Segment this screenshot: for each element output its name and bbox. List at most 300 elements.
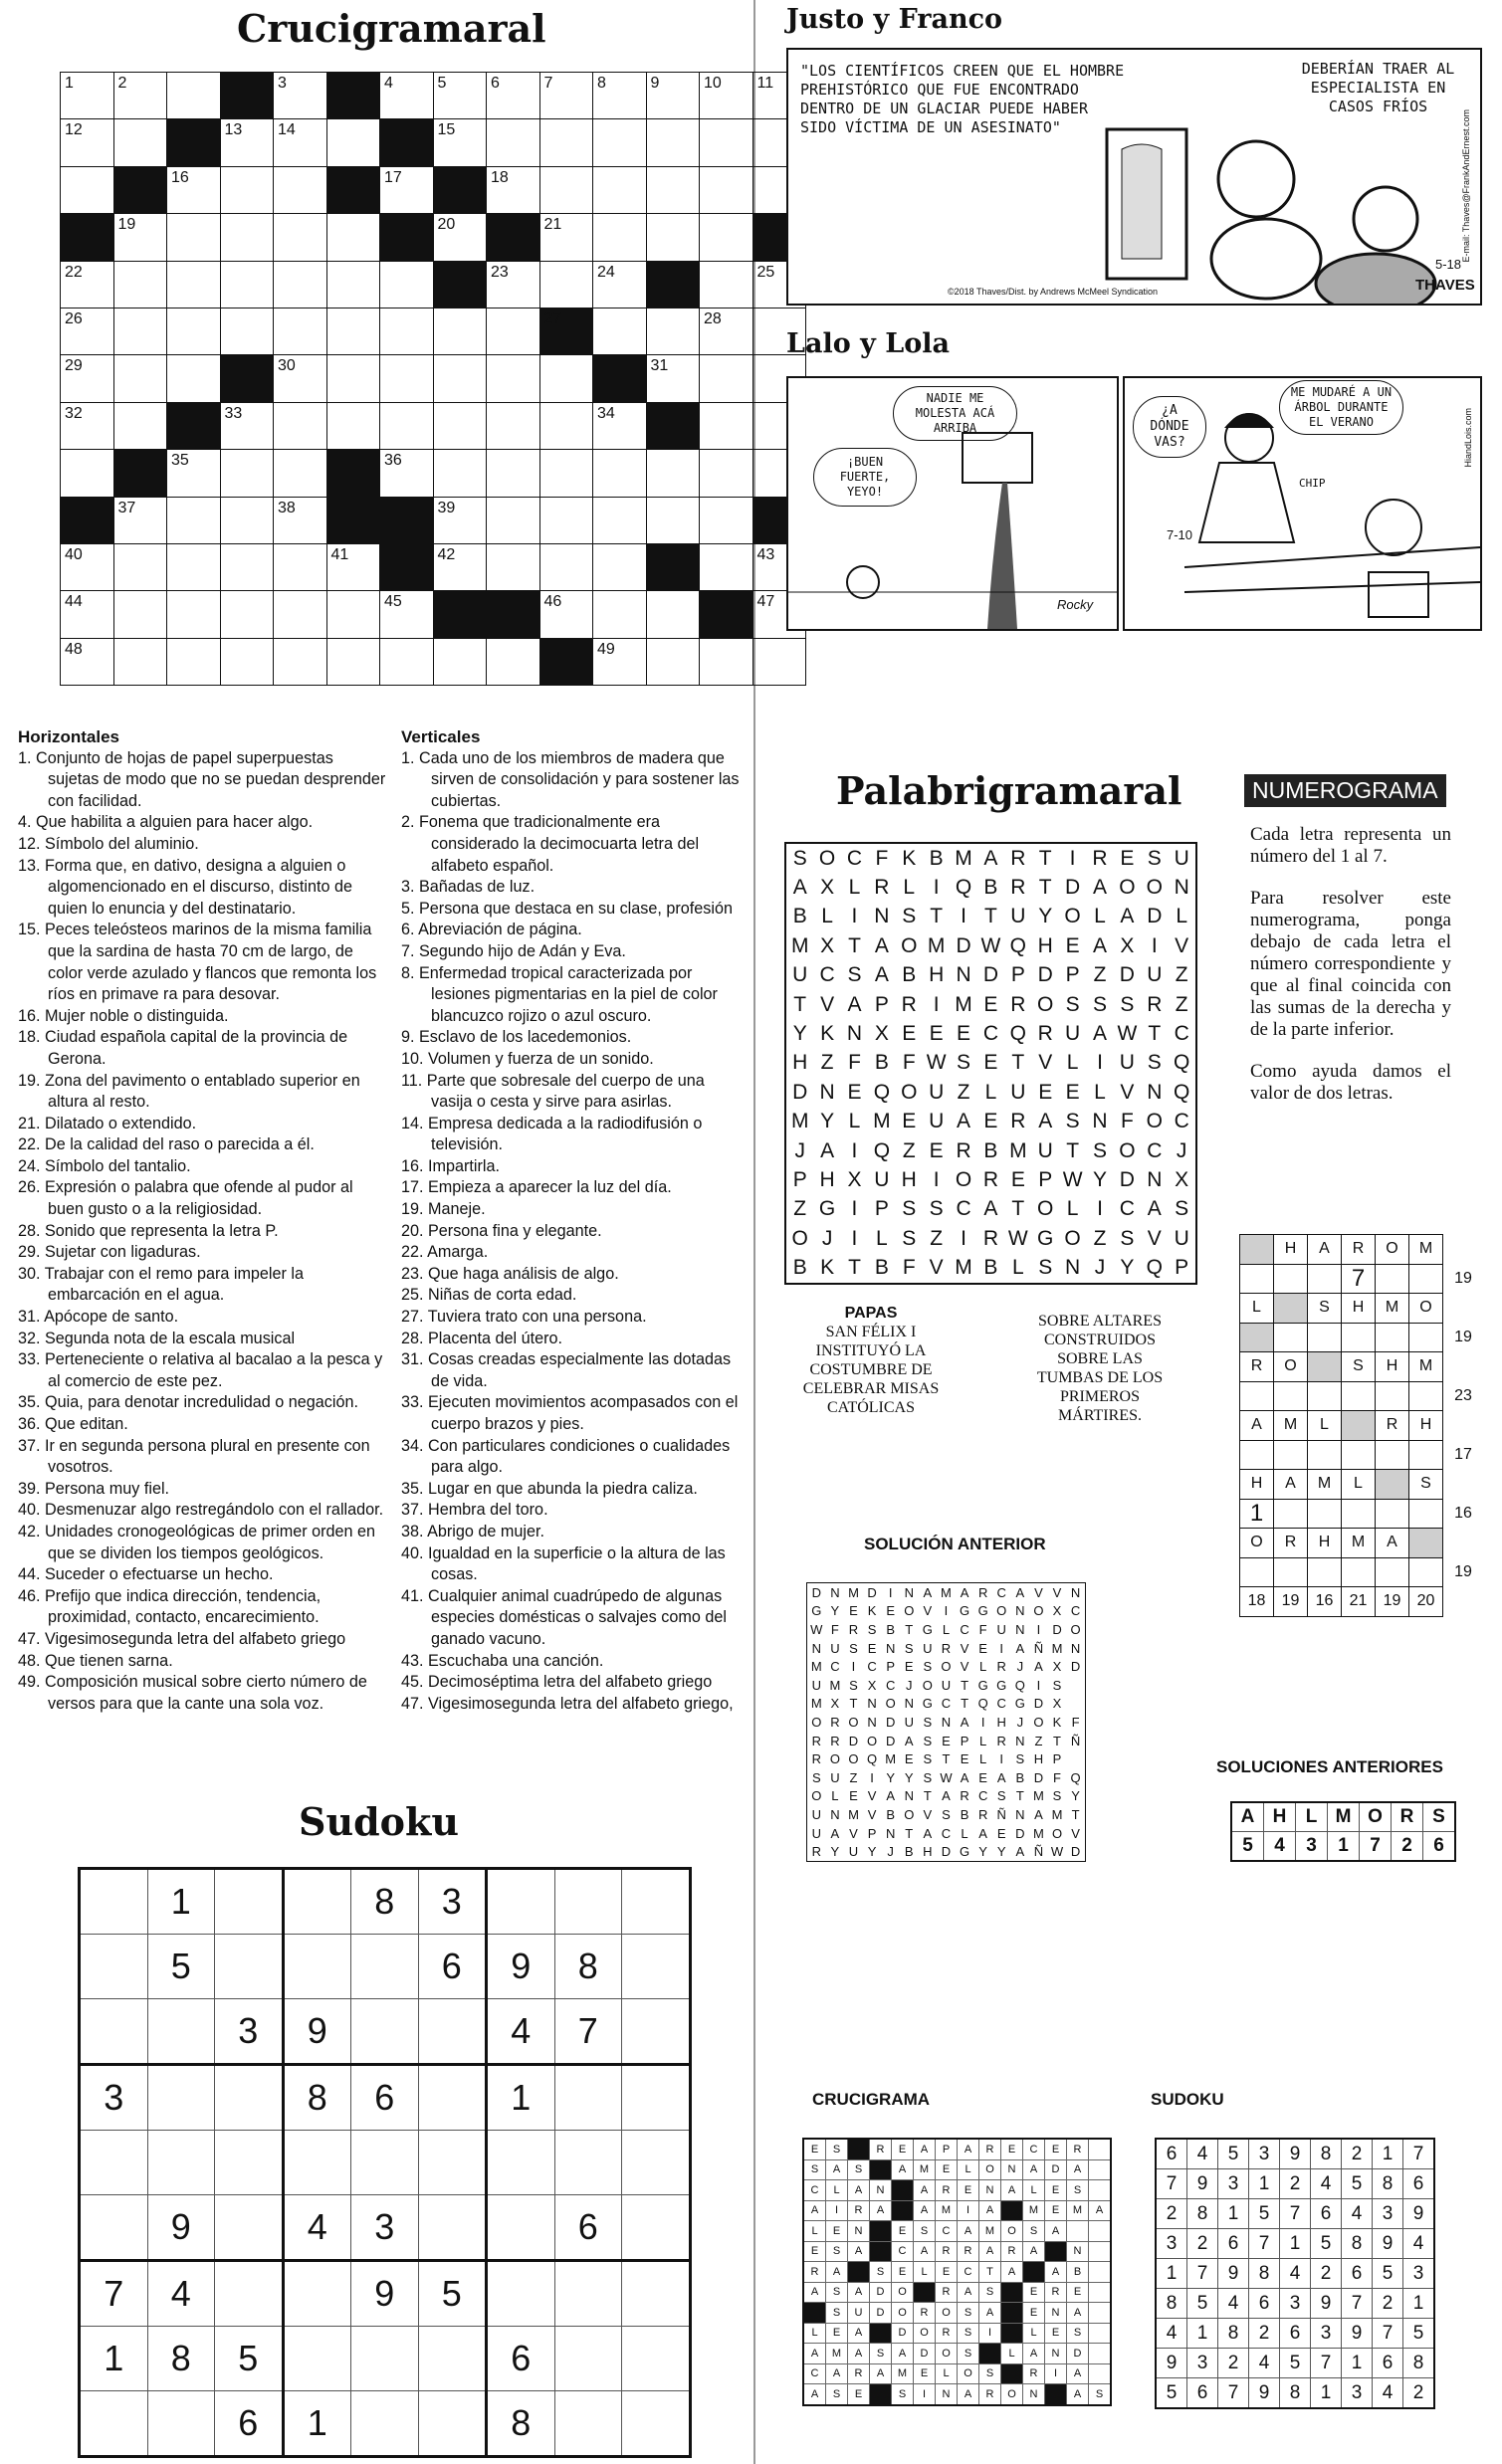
wordsearch-letter: Q xyxy=(873,1080,891,1104)
crossword-cell xyxy=(646,308,700,354)
horizontal-clue: 49. Composición musical sobre cierto número de versos para que la cante una sola voz. xyxy=(18,1673,367,1713)
crossword-solution-cell: S xyxy=(958,2344,979,2364)
crossword-solution-cell: E xyxy=(1023,2303,1045,2324)
sudoku-solution-cell: 6 xyxy=(1311,2199,1342,2229)
wordsearch-clue-right: SOBRE ALTARES CONSTRUIDOS SOBRE LAS TUMBAS DE LOS PRIMEROS MÁRTIRES. xyxy=(1036,1313,1164,1424)
comic2-sound-effect: CHIP xyxy=(1299,477,1326,490)
wordsearch-letter: B xyxy=(983,1138,998,1162)
crossword-solution-cell: A xyxy=(826,2262,848,2283)
previous-wordsearch-letter: H xyxy=(923,1844,933,1860)
previous-wordsearch-letter: D xyxy=(1070,1844,1081,1860)
crossword-row xyxy=(61,214,806,261)
wordsearch-letter: S xyxy=(1147,1051,1162,1075)
wordsearch-letter: P xyxy=(1175,1256,1189,1280)
crossword-solution-row xyxy=(803,2363,1111,2384)
wordsearch-letter: K xyxy=(820,1022,835,1046)
sudoku-solution-cell: 1 xyxy=(1156,2259,1187,2289)
crossword-cell xyxy=(167,355,221,402)
previous-wordsearch-letter: W xyxy=(940,1769,953,1785)
sudoku-solution-cell: 9 xyxy=(1156,2349,1187,2378)
crossword-solution-black xyxy=(1001,2282,1023,2303)
sudoku-solution-cell: 1 xyxy=(1403,2289,1435,2319)
crossword-cell xyxy=(539,214,593,261)
wordsearch-letter: B xyxy=(874,1256,889,1280)
numerograma-shaded-cell xyxy=(1308,1352,1342,1382)
previous-wordsearch-letter: A xyxy=(1015,1844,1025,1860)
previous-wordsearch-letter: E xyxy=(978,1640,987,1656)
wordsearch-letter: W xyxy=(980,933,1001,957)
numerograma-cell xyxy=(1376,1440,1409,1470)
horizontal-clue: 29. Sujetar con ligaduras. xyxy=(18,1243,201,1262)
numerograma-cell: 19 xyxy=(1454,1328,1472,1345)
numerograma-row xyxy=(1240,1499,1484,1529)
previous-wordsearch-letter: C xyxy=(977,1788,988,1804)
crossword-row xyxy=(61,308,806,354)
previous-wordsearch-letter: N xyxy=(1015,1733,1025,1748)
wordsearch-letter: F xyxy=(902,1256,916,1280)
sudoku-cell xyxy=(622,1999,691,2065)
crossword-cell xyxy=(752,638,806,685)
crossword-black-cell xyxy=(220,73,274,119)
wordsearch-letter: L xyxy=(1176,905,1187,928)
sudoku-solution-cell: 1 xyxy=(1280,2229,1311,2259)
sudoku-cell: 8 xyxy=(554,1935,622,1999)
crossword-cell-number: 49 xyxy=(597,640,615,658)
wordsearch-row xyxy=(785,903,1196,931)
numerograma-cell xyxy=(1308,1264,1342,1294)
sudoku-solution-cell: 4 xyxy=(1156,2319,1187,2349)
sudoku-cell xyxy=(351,2391,419,2457)
wordsearch-letter: Z xyxy=(1175,992,1188,1016)
crossword-cell xyxy=(167,543,221,590)
crossword-black-cell xyxy=(61,214,114,261)
horizontal-clue: 47. Vigesimosegunda letra del alfabeto griego xyxy=(18,1629,346,1648)
crossword-solution-cell: P xyxy=(936,2139,958,2159)
crossword-solution-cell: E xyxy=(826,2323,848,2344)
crossword-solution-cell: O xyxy=(958,2363,979,2384)
numerograma-cell: 19 xyxy=(1376,1587,1409,1617)
vertical-clue: 6. Abreviación de página. xyxy=(401,921,582,939)
sudoku-solution-cell: 7 xyxy=(1218,2378,1249,2409)
wordsearch-letter: S xyxy=(1120,1226,1135,1250)
numerograma-shaded-cell xyxy=(1274,1294,1308,1324)
wordsearch-letter: X xyxy=(1120,933,1135,957)
previous-wordsearch-letter: O xyxy=(848,1751,859,1767)
sudoku-grid xyxy=(78,1867,692,2458)
previous-wordsearch-letter: D xyxy=(811,1584,821,1600)
sudoku-solution-cell: 8 xyxy=(1403,2349,1435,2378)
sudoku-solution-cell: 1 xyxy=(1311,2378,1342,2409)
crossword-black-cell xyxy=(646,402,700,449)
crossword-solution-cell: O xyxy=(936,2303,958,2324)
crossword-cell xyxy=(539,450,593,497)
sudoku-cell xyxy=(554,2261,622,2327)
crossword-cell-number: 27 xyxy=(543,309,562,327)
crossword-cell-number: 5 xyxy=(437,75,447,92)
sudoku-cell xyxy=(487,2195,555,2261)
crossword-cell xyxy=(61,638,114,685)
previous-wordsearch-letter: Ñ xyxy=(1033,1844,1044,1860)
previous-wordsearch-letter: G xyxy=(811,1603,822,1619)
crossword-black-cell xyxy=(380,214,434,261)
horizontal-clues xyxy=(18,726,386,1715)
crossword-black-cell xyxy=(326,497,380,543)
wordsearch-letter: H xyxy=(1037,933,1053,957)
crossword-solution-cell: L xyxy=(803,2323,826,2344)
crossword-solution-cell: C xyxy=(958,2262,979,2283)
previous-wordsearch-row xyxy=(807,1602,1086,1621)
wordsearch-letter: T xyxy=(793,992,807,1016)
previous-wordsearch-letter: G xyxy=(1014,1696,1025,1712)
crossword-cell xyxy=(220,543,274,590)
crossword-black-cell xyxy=(326,73,380,119)
crossword-solution-cell: A xyxy=(892,2159,914,2180)
sudoku-solution-cell: 5 xyxy=(1403,2319,1435,2349)
wordsearch-letter: I xyxy=(1069,846,1076,870)
sudoku-cell xyxy=(622,1935,691,1999)
numerograma-title: NUMEROGRAMA xyxy=(1244,774,1446,807)
crossword-solution-cell: C xyxy=(803,2180,826,2201)
crossword-cell-number: 37 xyxy=(117,499,136,516)
sudoku-cell xyxy=(554,2391,622,2457)
crossword-cell xyxy=(700,261,753,308)
crossword-cell xyxy=(433,497,487,543)
crossword-black-cell xyxy=(326,450,380,497)
crossword-cell xyxy=(700,308,753,354)
wordsearch-letter: C xyxy=(956,1197,971,1221)
horizontal-clue: 33. Perteneciente o relativa al bacalao a la pesca y al comercio de este pez. xyxy=(18,1350,383,1390)
wordsearch-grid xyxy=(784,842,1197,1285)
crossword-black-cell xyxy=(646,261,700,308)
crossword-cell xyxy=(274,166,327,213)
wordsearch-letter: Z xyxy=(1093,1226,1107,1250)
comic2-treehouse-drawing xyxy=(788,378,1117,629)
vertical-clue: 41. Cualquier animal cuadrúpedo de algunas especies domésticas o salvajes como del ganado vacuno. xyxy=(401,1586,727,1648)
sudoku-cell: 1 xyxy=(80,2327,148,2391)
wordsearch-letter: O xyxy=(1064,905,1081,928)
wordsearch-letter: U xyxy=(874,1167,890,1191)
numerograma-cell: 19 xyxy=(1454,1269,1472,1287)
numerograma-grid xyxy=(1239,1234,1484,1617)
wordsearch-letter: A xyxy=(874,933,889,957)
sudoku-cell xyxy=(147,2131,215,2195)
previous-wordsearch-letter: V xyxy=(960,1659,969,1675)
crossword-black-cell xyxy=(326,166,380,213)
wordsearch-letter: R xyxy=(1092,846,1108,870)
sudoku-cell xyxy=(418,2065,487,2131)
crossword-cell xyxy=(433,119,487,166)
previous-wordsearch-letter: S xyxy=(923,1714,933,1730)
sudoku-solution-cell: 3 xyxy=(1311,2319,1342,2349)
previous-wordsearch-letter: S xyxy=(1052,1677,1062,1693)
numerograma-cell: O xyxy=(1376,1235,1409,1265)
previous-wordsearch-letter: Y xyxy=(867,1844,877,1860)
crossword-solution-cell: A xyxy=(1067,2384,1089,2405)
crossword-cell xyxy=(593,402,647,449)
sudoku-solution-cell: 9 xyxy=(1280,2139,1311,2169)
wordsearch-letter: D xyxy=(982,963,999,987)
numerograma-cell xyxy=(1376,1557,1409,1587)
wordsearch-letter: U xyxy=(929,1080,945,1104)
wordsearch-letter: P xyxy=(1065,963,1080,987)
previous-wordsearch-letter: G xyxy=(977,1677,988,1693)
crossword-black-cell xyxy=(487,214,540,261)
previous-wordsearch-row xyxy=(807,1842,1086,1861)
horizontal-clue: 26. Expresión o palabra que ofende al pudor al buen gusto o a la religiosidad. xyxy=(18,1178,353,1219)
wordsearch-row xyxy=(785,1078,1196,1107)
numerograma-cell xyxy=(1240,1557,1274,1587)
crossword-cell-number: 36 xyxy=(384,452,402,470)
sudoku-solution-cell: 3 xyxy=(1156,2229,1187,2259)
wordsearch-letter: N xyxy=(1092,1110,1108,1133)
numerograma-cell: 16 xyxy=(1308,1587,1342,1617)
previous-wordsearch-letter: O xyxy=(1070,1621,1081,1637)
crossword-cell xyxy=(700,450,753,497)
wordsearch-letter: M xyxy=(790,1110,809,1133)
crossword-solution-cell: S xyxy=(1067,2323,1089,2344)
crossword-solution-cell: R xyxy=(1023,2363,1045,2384)
crossword-cell xyxy=(167,214,221,261)
wordsearch-letter: L xyxy=(1011,1256,1024,1280)
numerograma-cell xyxy=(1274,1264,1308,1294)
numerograma-cell: M xyxy=(1376,1294,1409,1324)
wordsearch-letter: M xyxy=(790,933,809,957)
crossword-row xyxy=(61,450,806,497)
sudoku-solution-cell: 7 xyxy=(1373,2319,1403,2349)
previous-wordsearch-letter: U xyxy=(904,1714,914,1730)
numerograma-cell xyxy=(1274,1323,1308,1352)
sudoku-cell xyxy=(351,1935,419,1999)
crossword-solution-cell: A xyxy=(1067,2363,1089,2384)
previous-wordsearch-row xyxy=(807,1639,1086,1658)
horizontal-clue: 46. Prefijo que indica dirección, tendencia, proximidad, contacto, encarecimiento. xyxy=(18,1586,322,1627)
crossword-solution-cell: R xyxy=(914,2303,936,2324)
crossword-solution-cell: E xyxy=(1023,2282,1045,2303)
sudoku-cell xyxy=(418,2131,487,2195)
previous-wordsearch-row xyxy=(807,1695,1086,1714)
wordsearch-letter: A xyxy=(1147,1197,1162,1221)
sudoku-cell: 1 xyxy=(283,2391,351,2457)
comic2-panel-2 xyxy=(1123,376,1482,631)
crossword-cell xyxy=(220,214,274,261)
crossword-cell xyxy=(646,638,700,685)
numerograma-cell xyxy=(1274,1557,1308,1587)
crossword-solution-cell: A xyxy=(892,2344,914,2364)
crossword-solution-cell: R xyxy=(848,2363,870,2384)
sudoku-solution-cell: 7 xyxy=(1156,2169,1187,2199)
crossword-cell xyxy=(539,166,593,213)
vertical-clue: 22. Amarga. xyxy=(401,1243,489,1262)
sudoku-cell: 8 xyxy=(351,1869,419,1935)
wordsearch-letter: O xyxy=(955,1167,972,1191)
crossword-cell xyxy=(433,214,487,261)
crossword-cell-number: 33 xyxy=(224,404,243,422)
wordsearch-letter: L xyxy=(1094,905,1106,928)
wordsearch-letter: E xyxy=(957,1022,971,1046)
wordsearch-letter: I xyxy=(1097,1197,1103,1221)
previous-wordsearch-letter: V xyxy=(867,1788,877,1804)
crossword-cell xyxy=(646,166,700,213)
crossword-black-cell xyxy=(61,497,114,543)
numerograma-cell xyxy=(1240,1381,1274,1411)
previous-wordsearch-letter: S xyxy=(923,1769,933,1785)
crossword-solution-black xyxy=(848,2139,870,2159)
numerograma-intro: Cada letra representa un número del 1 al 7. xyxy=(1250,824,1451,867)
crossword-solution-cell: N xyxy=(1045,2303,1067,2324)
sudoku-cell: 6 xyxy=(215,2391,284,2457)
previous-wordsearch-letter: X xyxy=(830,1696,840,1712)
horizontal-clue: 21. Dilatado o extendido. xyxy=(18,1114,197,1132)
previous-wordsearch-letter: E xyxy=(867,1640,877,1656)
previous-wordsearch-row xyxy=(807,1787,1086,1806)
wordsearch-letter: L xyxy=(848,1110,861,1133)
crossword-solution-black xyxy=(870,2384,892,2405)
crossword-cell xyxy=(487,497,540,543)
numerograma-cell: S xyxy=(1342,1352,1376,1382)
sudoku-row xyxy=(80,2327,691,2391)
comic1-title: Justo y Franco xyxy=(786,4,1003,35)
previous-wordsearch-letter: Q xyxy=(1070,1769,1081,1785)
crossword-solution-cell: D xyxy=(892,2323,914,2344)
crossword-solution-cell: A xyxy=(848,2241,870,2262)
previous-wordsearch-letter: M xyxy=(848,1584,859,1600)
previous-wordsearch-letter: R xyxy=(960,1788,969,1804)
wordsearch-letter: M xyxy=(873,1110,891,1133)
previous-wordsearch-letter: A xyxy=(886,1788,895,1804)
sudoku-solution-cell: 4 xyxy=(1342,2199,1373,2229)
crossword-cell xyxy=(113,543,167,590)
sudoku-solution-row xyxy=(1156,2199,1434,2229)
crossword-solution-cell: E xyxy=(1045,2180,1067,2201)
previous-wordsearch-row xyxy=(807,1583,1086,1602)
crossword-solution-cell xyxy=(1089,2323,1112,2344)
sudoku-cell: 9 xyxy=(147,2195,215,2261)
crossword-solution-cell: N xyxy=(979,2180,1001,2201)
wordsearch-letter: J xyxy=(1176,1138,1187,1162)
crossword-solution-cell: N xyxy=(1067,2241,1089,2262)
crossword-cell xyxy=(380,308,434,354)
vertical-clue: 31. Cosas creadas especialmente las dotadas de vida. xyxy=(401,1350,732,1390)
crossword-cell xyxy=(61,73,114,119)
wordsearch-letter: A xyxy=(983,1197,998,1221)
crossword-black-cell xyxy=(433,261,487,308)
sudoku-solution-cell: 1 xyxy=(1218,2199,1249,2229)
crossword-solution-cell: R xyxy=(979,2384,1001,2405)
wordsearch-letter: S xyxy=(1092,992,1107,1016)
wordsearch-letter: Y xyxy=(1092,1167,1107,1191)
crossword-solution-cell: S xyxy=(892,2384,914,2405)
previous-wordsearch-letter: R xyxy=(830,1733,840,1748)
previous-wordsearch-letter: N xyxy=(1070,1640,1081,1656)
wordsearch-letter: A xyxy=(957,1110,971,1133)
vertical-clue: 47. Vigesimosegunda letra del alfabeto griego, xyxy=(401,1694,734,1713)
crossword-cell xyxy=(167,73,221,119)
wordsearch-row xyxy=(785,1224,1196,1253)
crossword-cell xyxy=(646,73,700,119)
sudoku-cell xyxy=(554,2131,622,2195)
sudoku-solution-cell: 8 xyxy=(1249,2259,1280,2289)
wordsearch-letter: Z xyxy=(902,1138,916,1162)
crossword-solution-cell: A xyxy=(914,2139,936,2159)
wordsearch-letter: P xyxy=(1010,963,1025,987)
crossword-solution-cell: N xyxy=(1001,2159,1023,2180)
numerograma-shaded-cell xyxy=(1342,1411,1376,1441)
previous-wordsearch-letter: A xyxy=(1015,1640,1025,1656)
crossword-solution-cell: R xyxy=(870,2139,892,2159)
previous-wordsearch-letter: V xyxy=(923,1603,933,1619)
sudoku-solution-cell: 5 xyxy=(1187,2289,1218,2319)
numerograma-cell: H xyxy=(1409,1411,1443,1441)
sudoku-row xyxy=(80,2065,691,2131)
crossword-solution-row xyxy=(803,2241,1111,2262)
crossword-cell xyxy=(113,261,167,308)
previous-wordsearch-row xyxy=(807,1824,1086,1843)
crossword-solution-cell: B xyxy=(1067,2262,1089,2283)
crossword-cell xyxy=(593,261,647,308)
crossword-solution-cell: M xyxy=(979,2221,1001,2242)
sudoku-cell: 1 xyxy=(487,2065,555,2131)
numerograma-row xyxy=(1240,1352,1484,1382)
wordsearch-letter: I xyxy=(1151,933,1158,957)
wordsearch-letter: E xyxy=(902,1022,917,1046)
wordsearch-letter: Z xyxy=(930,1226,944,1250)
wordsearch-letter: F xyxy=(875,846,889,870)
crossword-cell-number: 32 xyxy=(65,404,83,422)
sudoku-solution-cell: 6 xyxy=(1218,2229,1249,2259)
numerograma-cell: H xyxy=(1308,1529,1342,1558)
crossword-solution-cell: O xyxy=(1001,2384,1023,2405)
crossword-solution-cell: M xyxy=(914,2159,936,2180)
previous-wordsearch-letter: O xyxy=(885,1696,896,1712)
crossword-row xyxy=(61,497,806,543)
previous-wordsearch-letter: M xyxy=(848,1806,859,1822)
wordsearch-letter: A xyxy=(1092,876,1107,900)
crossword-cell-number: 35 xyxy=(171,452,189,470)
numerograma-cell xyxy=(1443,1352,1484,1382)
wordsearch-letter: U xyxy=(1147,963,1163,987)
sudoku-cell xyxy=(215,2131,284,2195)
wordsearch-letter: O xyxy=(1064,1226,1081,1250)
previous-wordsearch-letter: A xyxy=(1034,1806,1043,1822)
crossword-cell xyxy=(61,591,114,638)
wordsearch-letter: T xyxy=(1038,846,1052,870)
wordsearch-letter: B xyxy=(874,1051,889,1075)
wordsearch-letter: N xyxy=(1174,876,1189,900)
wordsearch-letter: U xyxy=(1010,1080,1026,1104)
crossword-cell xyxy=(220,450,274,497)
crossword-solution-cell: A xyxy=(914,2200,936,2221)
crossword-solution-cell xyxy=(1089,2303,1112,2324)
crossword-solution-cell: A xyxy=(803,2344,826,2364)
crossword-solution-cell: A xyxy=(979,2241,1001,2262)
numerograma-cell: A xyxy=(1376,1529,1409,1558)
wordsearch-letter: U xyxy=(1119,1051,1135,1075)
previous-wordsearch-letter: S xyxy=(904,1640,914,1656)
previous-wordsearch-letter: R xyxy=(848,1621,859,1637)
crossword-cell xyxy=(487,450,540,497)
sudoku-cell xyxy=(215,1935,284,1999)
vertical-clue: 16. Impartirla. xyxy=(401,1156,500,1175)
wordsearch-row xyxy=(785,843,1196,873)
sudoku-solution-cell: 2 xyxy=(1403,2378,1435,2409)
sudoku-solution-cell: 9 xyxy=(1373,2229,1403,2259)
crossword-solution-cell: O xyxy=(1001,2221,1023,2242)
sudoku-solution-cell: 9 xyxy=(1249,2378,1280,2409)
wordsearch-letter: T xyxy=(1148,1022,1162,1046)
previous-wordsearch-letter: V xyxy=(1052,1584,1062,1600)
previous-wordsearch-letter: P xyxy=(886,1659,895,1675)
sudoku-cell xyxy=(283,2261,351,2327)
